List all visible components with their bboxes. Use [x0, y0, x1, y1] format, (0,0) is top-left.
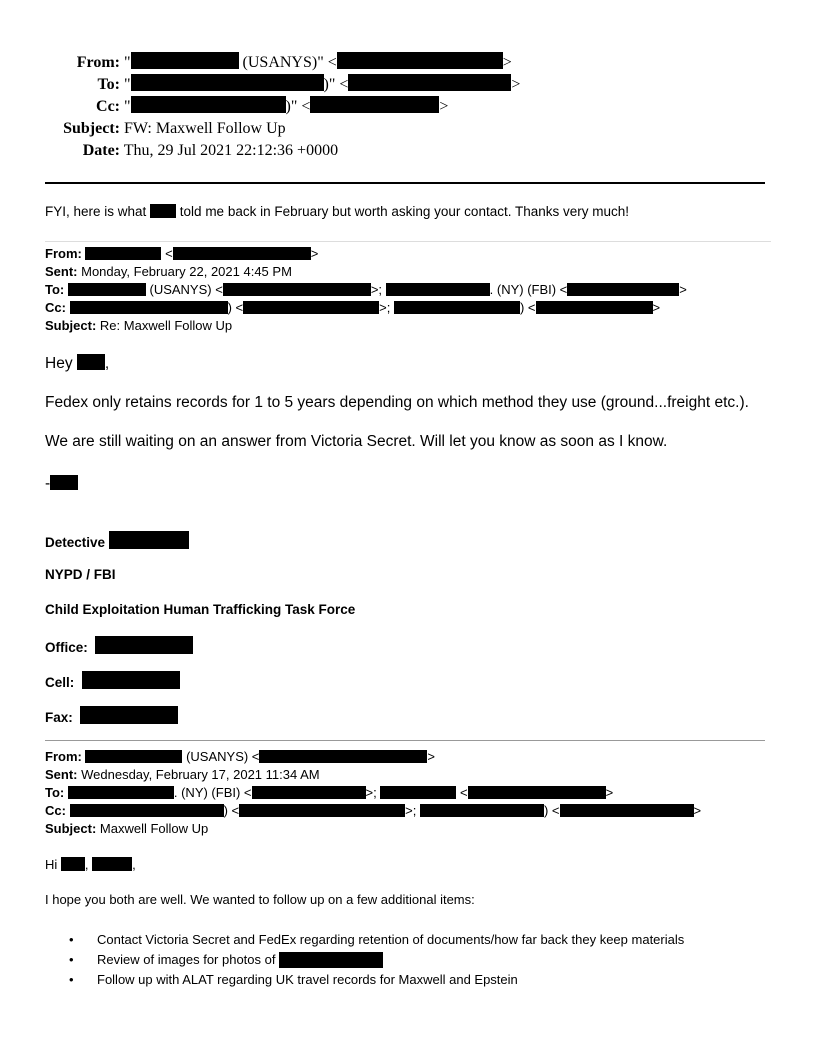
signature-cell-label: Cell:: [45, 675, 75, 690]
email3-subject-value: Maxwell Follow Up: [99, 821, 209, 836]
list-item: [45, 930, 684, 950]
signature-office-label: Office:: [45, 640, 88, 655]
email2-subject-value: Re: Maxwell Follow Up: [99, 318, 233, 333]
email3-to-t1: . (NY) (FBI) <: [173, 785, 252, 800]
email2-to-t1: (USANYS) <: [145, 282, 223, 297]
email2-subject-row: [45, 317, 687, 335]
email3-to-t4: >: [605, 785, 614, 800]
email2-sent-row: [45, 263, 687, 281]
email2-to-t3: . (NY) (FBI) <: [489, 282, 568, 297]
redaction-block: [77, 354, 105, 370]
header-subject-label: Subject:: [63, 120, 120, 137]
email3-from-row: [45, 748, 701, 766]
email3-sent-value: Wednesday, February 17, 2021 11:34 AM: [81, 767, 320, 782]
signature-office: [45, 636, 193, 655]
email2-dash-text: -: [45, 475, 51, 492]
email2-greeting-comma: ,: [104, 355, 110, 372]
redaction-block: [50, 475, 78, 490]
redaction-block: [560, 804, 694, 817]
email3-greeting: [45, 857, 136, 872]
header-to-row: [0, 74, 816, 96]
email2-from-row: [45, 245, 687, 263]
redaction-block: [252, 786, 366, 799]
email2-greeting-hey: Hey: [45, 355, 77, 372]
email2-greeting: [45, 354, 109, 373]
email2-to-label: To:: [45, 282, 65, 297]
redaction-block: [92, 857, 132, 871]
email3-from-text: (USANYS) <: [182, 749, 260, 764]
email3-cc-t4: >: [693, 803, 702, 818]
email3-greeting-comma: ,: [132, 857, 136, 872]
redaction-block: [337, 52, 503, 69]
email3-subject-row: [45, 820, 701, 838]
redaction-block: [85, 750, 182, 763]
redaction-block: [536, 301, 653, 314]
redaction-block: [468, 786, 606, 799]
signature-detective-text: Detective: [45, 535, 109, 550]
email3-subject-label: Subject:: [45, 821, 97, 836]
header-from-open: ": [124, 54, 131, 71]
header-date-row: [0, 140, 816, 162]
email2-subject-label: Subject:: [45, 318, 97, 333]
email2-from-text: <: [161, 246, 173, 261]
email2-to-t2: >;: [370, 282, 386, 297]
email3-intro: I hope you both are well. We wanted to follow up on a few additional items:: [45, 892, 475, 907]
email3-cc-t1: ) <: [223, 803, 240, 818]
email2-cc-t4: >: [652, 300, 661, 315]
email3-from-label: From:: [45, 749, 82, 764]
header-from-close: >: [502, 54, 512, 71]
email3-sent-row: [45, 766, 701, 784]
email2-cc-label: Cc:: [45, 300, 66, 315]
list-item: [45, 970, 684, 990]
email2-from-close: >: [310, 246, 319, 261]
signature-task-force: Child Exploitation Human Trafficking Task Force: [45, 602, 356, 617]
top-message-part1: FYI, here is what: [45, 204, 151, 219]
redaction-block: [82, 671, 180, 689]
redaction-block: [223, 283, 371, 296]
email2-cc-t2: >;: [379, 300, 394, 315]
email3-cc-t3: ) <: [543, 803, 560, 818]
redaction-block: [259, 750, 427, 763]
header-divider: [45, 182, 765, 184]
redaction-block: [348, 74, 511, 91]
signature-fax: [45, 706, 178, 725]
redaction-block: [567, 283, 679, 296]
bullet-text: Review of images for photos of: [97, 952, 280, 967]
message-divider: [45, 241, 771, 242]
redaction-block: [70, 804, 224, 817]
email2-meta: [45, 245, 687, 335]
email3-to-t3: <: [456, 785, 468, 800]
email3-meta: [45, 748, 701, 838]
email3-sent-label: Sent:: [45, 767, 78, 782]
redaction-block: [150, 204, 176, 218]
email-header: [0, 52, 816, 162]
redaction-block: [420, 804, 544, 817]
email2-paragraph-2: We are still waiting on an answer from Victoria Secret. Will let you know as soon as I know.: [45, 433, 668, 450]
list-item: [45, 950, 684, 970]
email3-from-close: >: [427, 749, 435, 764]
redaction-block: [80, 706, 178, 724]
header-from-label: From:: [76, 54, 120, 71]
redaction-block: [310, 96, 439, 113]
email2-cc-t1: ) <: [227, 300, 244, 315]
redaction-block: [109, 531, 189, 549]
email2-from-label: From:: [45, 246, 82, 261]
header-to-close: >: [511, 76, 521, 93]
email3-bullet-list: [45, 930, 684, 990]
email3-greeting-hi: Hi: [45, 857, 61, 872]
bullet-text: Follow up with ALAT regarding UK travel records for Maxwell and Epstein: [97, 972, 518, 987]
header-to-open: ": [124, 76, 131, 93]
signature-cell: [45, 671, 180, 690]
email2-sent-value: Monday, February 22, 2021 4:45 PM: [81, 264, 292, 279]
header-from-text: (USANYS)" <: [238, 54, 337, 71]
header-to-text: )" <: [323, 76, 349, 93]
email2-cc-row: [45, 299, 687, 317]
header-date-label: Date:: [82, 142, 120, 159]
email2-paragraph-1: Fedex only retains records for 1 to 5 years depending on which method they use (ground...freight etc.).: [45, 394, 749, 411]
redaction-block: [279, 952, 383, 968]
redaction-block: [61, 857, 85, 871]
bullet-text: Contact Victoria Secret and FedEx regarding retention of documents/how far back they keep materials: [97, 932, 685, 947]
redaction-block: [68, 283, 146, 296]
email3-to-t2: >;: [365, 785, 381, 800]
email2-cc-t3: ) <: [519, 300, 536, 315]
header-cc-label: Cc:: [96, 98, 120, 115]
email3-cc-label: Cc:: [45, 803, 66, 818]
redaction-block: [95, 636, 193, 654]
signature-detective: [45, 531, 189, 550]
email3-to-label: To:: [45, 785, 65, 800]
message-divider: [45, 740, 765, 741]
email2-to-row: [45, 281, 687, 299]
redaction-block: [386, 283, 490, 296]
email2-to-t4: >: [679, 282, 687, 297]
email3-cc-t2: >;: [405, 803, 420, 818]
redaction-block: [173, 247, 311, 260]
redaction-block: [243, 301, 379, 314]
signature-fax-label: Fax:: [45, 710, 73, 725]
header-subject-value: FW: Maxwell Follow Up: [124, 120, 286, 137]
email3-greeting-sep: ,: [84, 857, 93, 872]
redaction-block: [70, 301, 228, 314]
email2-dash: [45, 475, 78, 493]
header-to-label: To:: [97, 76, 120, 93]
header-subject-row: [0, 118, 816, 140]
header-date-value: Thu, 29 Jul 2021 22:12:36 +0000: [123, 142, 339, 159]
redaction-block: [394, 301, 520, 314]
header-cc-text: )" <: [285, 98, 311, 115]
email2-sent-label: Sent:: [45, 264, 78, 279]
header-cc-open: ": [124, 98, 131, 115]
top-message-part2: told me back in February but worth asking your contact. Thanks very much!: [176, 204, 630, 219]
redaction-block: [131, 52, 239, 69]
header-cc-close: >: [439, 98, 449, 115]
signature-org: NYPD / FBI: [45, 567, 116, 582]
redaction-block: [68, 786, 174, 799]
email3-cc-row: [45, 802, 701, 820]
redaction-block: [131, 74, 324, 91]
redaction-block: [380, 786, 456, 799]
header-cc-row: [0, 96, 816, 118]
header-from-row: [0, 52, 816, 74]
redaction-block: [131, 96, 286, 113]
redaction-block: [239, 804, 405, 817]
redaction-block: [85, 247, 161, 260]
top-message: [45, 204, 629, 219]
email3-to-row: [45, 784, 701, 802]
